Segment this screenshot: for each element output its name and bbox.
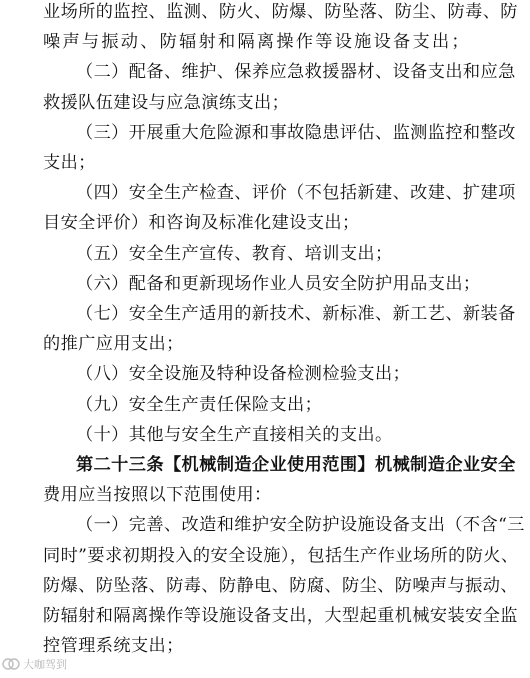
text-line: 噪声与振动、防辐射和隔离操作等设施设备支出；: [43, 32, 469, 53]
text-line: 费用应当按照以下范围使用：: [43, 485, 272, 506]
text-line: （六）配备和更新现场作业人员安全防护用品支出；: [76, 273, 481, 294]
text-line: （八）安全设施及特种设备检测检验支出；: [76, 364, 411, 385]
text-line: （九）安全生产责任保险支出；: [76, 394, 323, 415]
text-line: （十）其他与安全生产直接相关的支出。: [76, 424, 393, 445]
article-heading-line: 第二十三条【机械制造企业使用范围】机械制造企业安全: [76, 455, 516, 475]
text-line: 防爆、防坠落、防毒、防静电、防腐、防尘、防噪声与振动、: [43, 575, 518, 596]
text-line: 的推广应用支出；: [43, 334, 184, 355]
text-line: 控管理系统支出；: [43, 636, 184, 657]
text-line: （一）完善、改造和维护安全防护设施设备支出（不含“三: [76, 515, 525, 536]
watermark-text: 大咖驾到: [23, 658, 67, 671]
text-line: 同时”要求初期投入的安全设施），包括生产作业场所的防火、: [43, 545, 519, 566]
text-line: （三）开展重大危险源和事故隐患评估、监测监控和整改: [76, 122, 516, 143]
text-line: （五）安全生产宣传、教育、培训支出；: [76, 243, 393, 264]
text-line: （二）配备、维护、保养应急救援器材、设备支出和应急: [76, 62, 516, 83]
watermark: [2, 654, 67, 674]
text-line: 支出；: [43, 153, 96, 173]
text-line: （七）安全生产适用的新技术、新标准、新工艺、新装备: [76, 304, 516, 324]
text-line: 防辐射和隔离操作等设施设备支出，大型起重机械安装安全监: [43, 606, 518, 626]
text-line: （四）安全生产检查、评价（不包括新建、改建、扩建项: [76, 183, 516, 204]
text-line: 救援队伍建设与应急演练支出；: [43, 92, 290, 113]
text-line: 目安全评价）和咨询及标准化建设支出；: [43, 213, 360, 234]
text-line: 业场所的监控、监测、防火、防爆、防坠落、防尘、防毒、防: [43, 2, 518, 22]
watermark-logo-icon: [2, 656, 20, 672]
